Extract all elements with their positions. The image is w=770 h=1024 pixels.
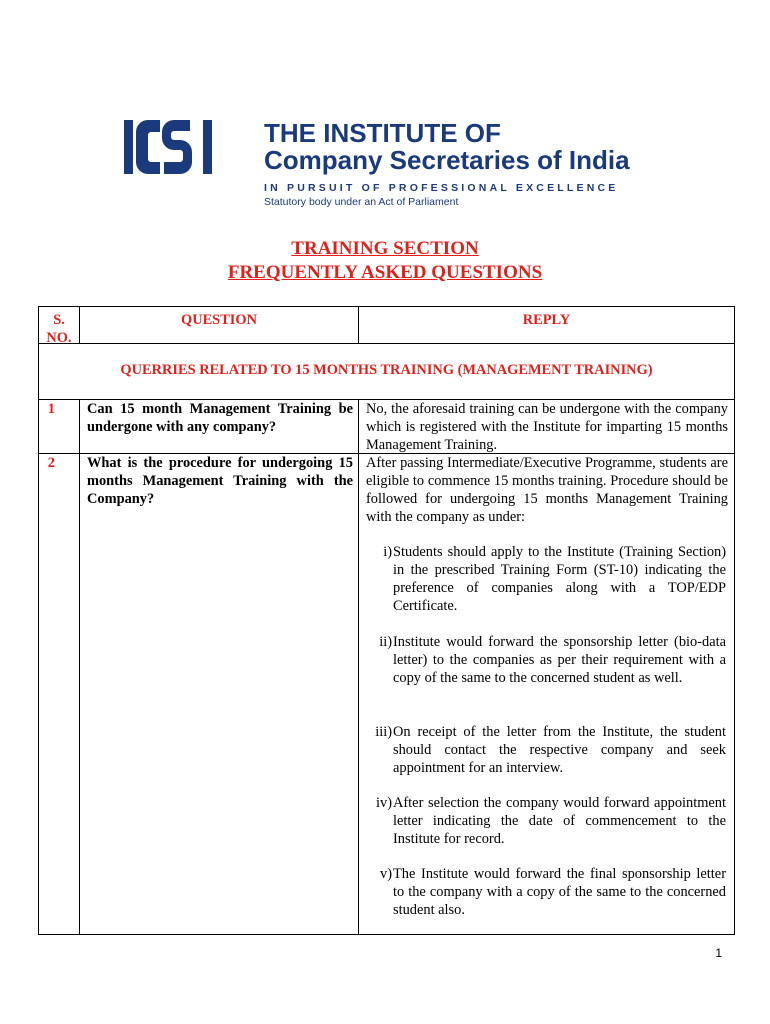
- header-sno: S. NO.: [46, 312, 72, 346]
- step-text: Institute would forward the sponsorship letter (bio-data letter) to the companies as per their requirement with a copy of the same to the concerned student as well.: [393, 634, 726, 686]
- step-number: iii): [375, 724, 392, 740]
- faq-table: [38, 306, 735, 935]
- reply-text: After passing Intermediate/Executive Programme, students are eligible to commence 15 months training. Procedure should be followed for undergoing 15 months Management Training with the company as under:: [366, 455, 728, 525]
- row-number: 1: [47, 401, 55, 417]
- column-divider: [79, 399, 80, 934]
- icsi-logo-mark: [120, 116, 220, 178]
- step-number: i): [383, 544, 392, 560]
- step-text: Students should apply to the Institute (Training Section) in the prescribed Training Form (ST-10) indicating the preference of companies along with a TOP/EDP Certificate.: [393, 544, 726, 614]
- reply-text: No, the aforesaid training can be undergone with the company which is registered with the Institute for imparting 15 months Management Training.: [366, 401, 728, 453]
- step-number: ii): [379, 634, 392, 650]
- header-reply: REPLY: [522, 312, 571, 328]
- step-text: After selection the company would forward appointment letter indicating the date of commencement to the Institute for record.: [393, 795, 726, 847]
- step-number: v): [380, 866, 392, 882]
- section-heading: QUERRIES RELATED TO 15 MONTHS TRAINING (MANAGEMENT TRAINING): [120, 362, 653, 378]
- logo-title-line2: Company Secretaries of India: [264, 145, 630, 175]
- logo-title-line1: THE INSTITUTE OF: [264, 118, 501, 148]
- question-text: Can 15 month Management Training be undergone with any company?: [87, 401, 353, 435]
- row-divider: [39, 343, 734, 344]
- page-number: 1: [715, 946, 722, 960]
- question-text: What is the procedure for undergoing 15 months Management Training with the Company?: [87, 455, 353, 507]
- step-text: The Institute would forward the final sponsorship letter to the company with a copy of the same to the concerned student also.: [393, 866, 726, 918]
- logo-statutory-text: Statutory body under an Act of Parliament: [264, 196, 459, 208]
- page-title: FREQUENTLY ASKED QUESTIONS: [227, 262, 543, 283]
- step-text: On receipt of the letter from the Institute, the student should contact the respective company and seek appointment for an interview.: [393, 724, 726, 776]
- header-question: QUESTION: [181, 312, 257, 328]
- logo-tagline: IN PURSUIT OF PROFESSIONAL EXCELLENCE: [264, 182, 619, 194]
- icsi-logo: [120, 110, 660, 210]
- section-title: TRAINING SECTION: [291, 238, 479, 259]
- column-divider: [358, 399, 359, 934]
- row-number: 2: [47, 455, 55, 471]
- step-number: iv): [376, 795, 392, 811]
